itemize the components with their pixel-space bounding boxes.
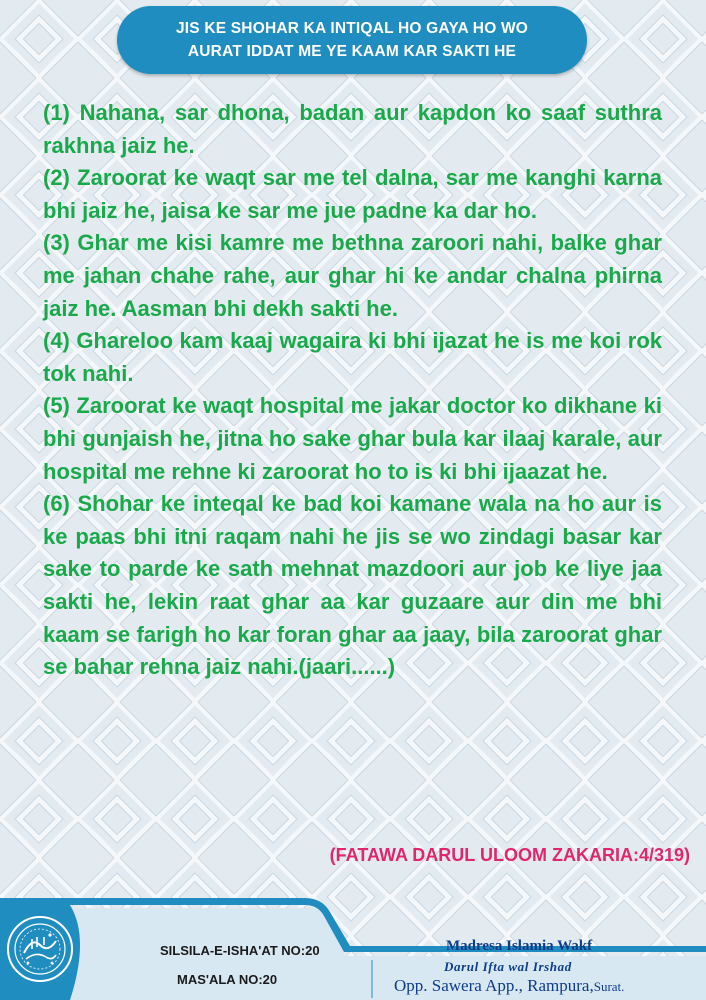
point-3: (3) Ghar me kisi kamre me bethna zaroori nahi, balke ghar me jahan chahe rahe, aur ghar hi ke andar chalna phirna jaiz he. Aasman bhi dekh sakti he. xyxy=(43,230,662,321)
masala-number: MAS'ALA NO:20 xyxy=(177,972,278,987)
address-line: Opp. Sawera App., Rampura, xyxy=(394,976,594,995)
title-line-1: JIS KE SHOHAR KA INTIQAL HO GAYA HO WO xyxy=(175,20,529,37)
point-2: (2) Zaroorat ke waqt sar me tel dalna, sar me kanghi karna bhi jaiz he, jaisa ke sar me jue padne ka dar ho. xyxy=(43,165,662,223)
point-4: (4) Ghareloo kam kaaj wagaira ki bhi ijazat he is me koi rok tok nahi. xyxy=(43,328,662,386)
address-city: Surat. xyxy=(593,979,625,994)
address xyxy=(394,976,624,996)
point-6: (6) Shohar ke inteqal ke bad koi kamane wala na ho aur is ke paas bhi itni raqam nahi he jis se wo zindagi basar kar sake to parde ke sath mehnat mazdoori aur job ke liye jaa sakti he, lekin raat ghar aa kar guzaare aur din me bhi kaam se farigh ho kar foran ghar aa jaay, bila zaroorat ghar se bahar rehna jaiz nahi.(jaari......) xyxy=(43,491,662,680)
madresa-logo-seal xyxy=(6,915,74,983)
fatawa-reference: (FATAWA DARUL ULOOM ZAKARIA:4/319) xyxy=(329,845,690,865)
footer xyxy=(0,898,706,1000)
madresa-name: Madresa Islamia Wakf xyxy=(446,938,593,954)
page-title xyxy=(176,17,528,63)
point-1: (1) Nahana, sar dhona, badan aur kapdon ko saaf suthra rakhna jaiz he. xyxy=(43,100,662,158)
title-line-2: AURAT IDDAT ME YE KAAM KAR SAKTI HE xyxy=(187,43,517,60)
silsila-number: SILSILA-E-ISHA'AT NO:20 xyxy=(160,943,320,958)
masala-body xyxy=(43,97,662,684)
darul-ifta-name: Darul Ifta wal Irshad xyxy=(444,959,572,974)
point-5: (5) Zaroorat ke waqt hospital me jakar doctor ko dikhane ki bhi gunjaish he, jitna ho sake ghar bula kar ilaaj karale, aur hospital me rehne ki zaroorat ho to is ki bhi ijaazat he. xyxy=(43,393,662,484)
title-banner xyxy=(117,6,587,74)
